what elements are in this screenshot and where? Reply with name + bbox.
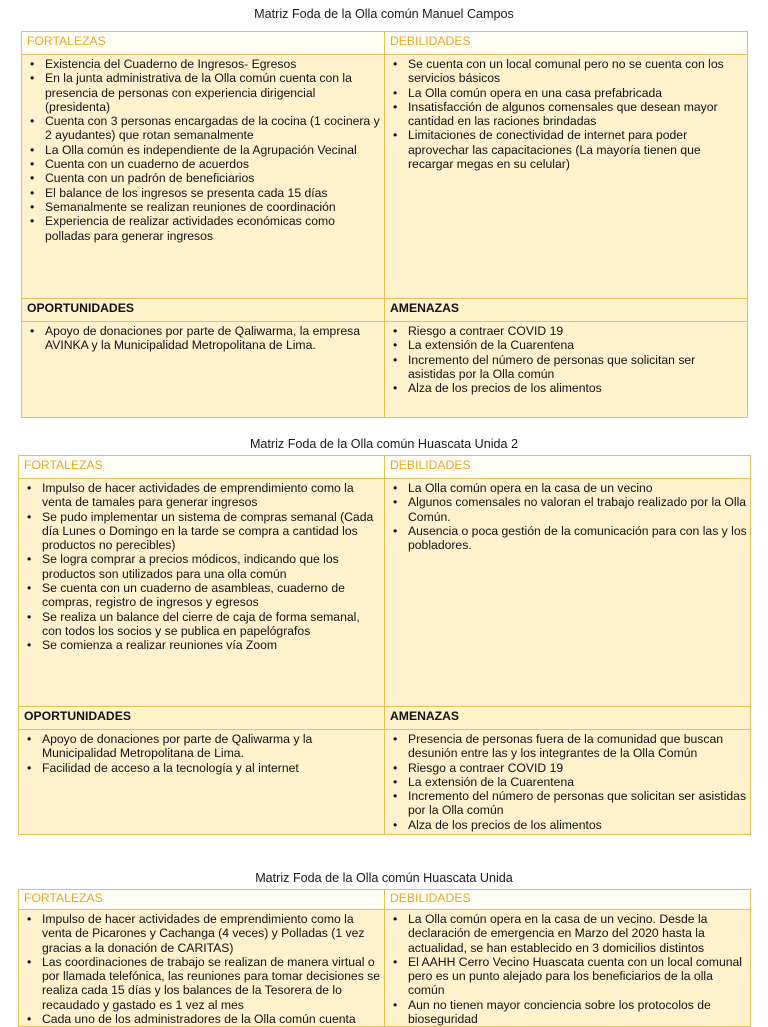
amenazas-header	[385, 707, 751, 730]
list-item: • Se cuenta con un cuaderno de asambleas, cuaderno de compras, registro de ingresos y egresos	[42, 581, 382, 610]
list-item: • El AAHH Cerro Vecino Huascata cuenta con un local comunal pero es un punto alejado para los beneficiarios de la olla común	[408, 955, 748, 998]
list-item: • Se logra comprar a precios módicos, indicando que los productos son utilizados para una olla común	[42, 552, 382, 581]
list-item: • Se comienza a realizar reuniones vía Zoom	[42, 638, 382, 652]
matrix-title: Matriz Foda de la Olla común Manuel Campos	[254, 7, 514, 21]
debilidades-header	[385, 890, 751, 910]
list-item: • La Olla común opera en la casa de un vecino	[408, 481, 748, 495]
fortalezas-header	[19, 890, 385, 910]
list-item: • Se cuenta con un local comunal pero no se cuenta con los servicios básicos	[408, 57, 745, 86]
list-item: • Semanalmente se realizan reuniones de coordinación	[45, 200, 382, 214]
list-item: • Alza de los precios de los alimentos	[408, 818, 748, 832]
list-item: • Cuenta con 3 personas encargadas de la cocina (1 cocinera y 2 ayudantes) que rotan semanalmente	[45, 114, 382, 143]
list-item: • Las coordinaciones de trabajo se realizan de manera virtual o por llamada telefónica, las reuniones para tomar decisiones se realiza cada 15 días y los balances de la Tesorera de lo recaudado y gastado es 1 vez al mes	[42, 955, 382, 1012]
list-item: • Incremento del número de personas que solicitan ser asistidas por la Olla común	[408, 353, 745, 382]
amenazas-list	[385, 730, 750, 832]
oportunidades-header	[22, 299, 385, 322]
fortalezas-list	[19, 479, 384, 653]
list-item: • Alza de los precios de los alimentos	[408, 381, 745, 395]
oportunidades-label: OPORTUNIDADES	[24, 709, 131, 723]
amenazas-cell	[385, 322, 748, 418]
amenazas-list	[385, 322, 747, 395]
fortalezas-list	[22, 55, 384, 243]
list-item: • Apoyo de donaciones por parte de Qaliwarma, la empresa AVINKA y la Municipalidad Metropolitana de Lima.	[45, 324, 382, 353]
list-item: • Cuenta con un cuaderno de acuerdos	[45, 157, 382, 171]
matrix-title: Matriz Foda de la Olla común Huascata Unida	[255, 871, 513, 885]
debilidades-list	[385, 55, 747, 171]
list-item: • Limitaciones de conectividad de internet para poder aprovechar las capacitaciones (La mayoría tienen que recargar megas en su celular)	[408, 128, 745, 171]
list-item: • La Olla común es independiente de la Agrupación Vecinal	[45, 143, 382, 157]
debilidades-list	[385, 910, 750, 1026]
list-item: • Ausencia o poca gestión de la comunicación para con las y los pobladores.	[408, 524, 748, 553]
oportunidades-list	[22, 322, 384, 353]
list-item: • Se pudo implementar un sistema de compras semanal (Cada día Lunes o Domingo en la tarde se compra a cantidad los productos no perecibles)	[42, 510, 382, 553]
list-item: • Aun no tienen mayor conciencia sobre los protocolos de bioseguridad	[408, 998, 748, 1027]
debilidades-label: DEBILIDADES	[390, 34, 471, 48]
list-item: • Impulso de hacer actividades de emprendimiento como la venta de tamales para generar ingresos	[42, 481, 382, 510]
oportunidades-list	[19, 730, 384, 775]
list-item: • La extensión de la Cuarentena	[408, 775, 748, 789]
foda-matrix-huascata-unida	[18, 889, 751, 1027]
debilidades-cell	[385, 55, 748, 299]
amenazas-header	[385, 299, 748, 322]
debilidades-cell	[385, 479, 751, 707]
list-item: • Cada uno de los administradores de la Olla común cuenta	[42, 1012, 382, 1026]
debilidades-header	[385, 32, 748, 55]
list-item: • Facilidad de acceso a la tecnología y al internet	[42, 761, 382, 775]
list-item: • Se realiza un balance del cierre de caja de forma semanal, con todos los socios y se publica en papelógrafos	[42, 610, 382, 639]
list-item: • Apoyo de donaciones por parte de Qaliwarma y la Municipalidad Metropolitana de Lima.	[42, 732, 382, 761]
fortalezas-list	[19, 910, 384, 1026]
amenazas-label: AMENAZAS	[390, 301, 460, 315]
list-item: • La Olla común opera en la casa de un vecino. Desde la declaración de emergencia en Marzo del 2020 hasta la actualidad, se han establecido en 3 domicilios distintos	[408, 912, 748, 955]
list-item: • La extensión de la Cuarentena	[408, 338, 745, 352]
oportunidades-label: OPORTUNIDADES	[27, 301, 134, 315]
fortalezas-cell	[22, 55, 385, 299]
fortalezas-label: FORTALEZAS	[24, 891, 103, 905]
amenazas-label: AMENAZAS	[390, 709, 460, 723]
fortalezas-label: FORTALEZAS	[27, 34, 106, 48]
debilidades-cell	[385, 910, 751, 1027]
list-item: • Experiencia de realizar actividades económicas como polladas para generar ingresos	[45, 214, 382, 243]
list-item: • En la junta administrativa de la Olla común cuenta con la presencia de personas con experiencia dirigencial (presidenta)	[45, 71, 382, 114]
fortalezas-header	[22, 32, 385, 55]
amenazas-cell	[385, 730, 751, 835]
fortalezas-cell	[19, 479, 385, 707]
list-item: • Insatisfacción de algunos comensales que desean mayor cantidad en las raciones brindadas	[408, 100, 745, 129]
oportunidades-cell	[19, 730, 385, 835]
list-item: • Riesgo a contraer COVID 19	[408, 761, 748, 775]
oportunidades-header	[19, 707, 385, 730]
list-item: • Incremento del número de personas que solicitan ser asistidas por la Olla común	[408, 789, 748, 818]
list-item: • Presencia de personas fuera de la comunidad que buscan desunión entre las y los integrantes de la Olla Común	[408, 732, 748, 761]
debilidades-label: DEBILIDADES	[390, 891, 471, 905]
debilidades-list	[385, 479, 750, 552]
fortalezas-cell	[19, 910, 385, 1027]
oportunidades-cell	[22, 322, 385, 418]
foda-matrix-huascata-unida-2	[18, 455, 751, 835]
list-item: • Impulso de hacer actividades de emprendimiento como la venta de Picarones y Cachanga (4 veces) y Polladas (1 vez gracias a la donación de CARITAS)	[42, 912, 382, 955]
list-item: • Algunos comensales no valoran el trabajo realizado por la Olla Común.	[408, 495, 748, 524]
debilidades-label: DEBILIDADES	[390, 458, 471, 472]
list-item: • El balance de los ingresos se presenta cada 15 días	[45, 186, 382, 200]
foda-matrix-manuel-campos	[21, 31, 748, 418]
debilidades-header	[385, 456, 751, 479]
list-item: • Cuenta con un padrón de beneficiarios	[45, 171, 382, 185]
matrix-title: Matriz Foda de la Olla común Huascata Unida 2	[249, 437, 519, 451]
list-item: • Riesgo a contraer COVID 19	[408, 324, 745, 338]
fortalezas-header	[19, 456, 385, 479]
list-item: • La Olla común opera en una casa prefabricada	[408, 86, 745, 100]
fortalezas-label: FORTALEZAS	[24, 458, 103, 472]
list-item: • Existencia del Cuaderno de Ingresos- Egresos	[45, 57, 382, 71]
